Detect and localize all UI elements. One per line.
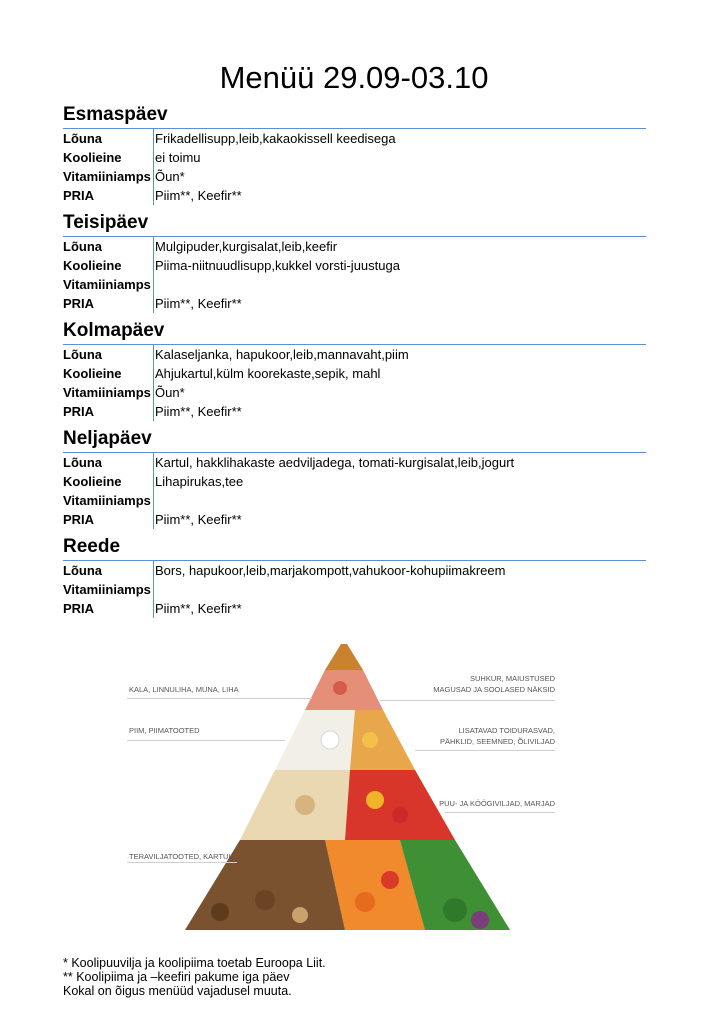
meal-value	[153, 491, 646, 510]
menu-row	[63, 491, 646, 510]
day-heading: Kolmapäev	[63, 320, 646, 345]
menu-row	[63, 580, 646, 599]
meal-value: Piim**, Keefir**	[153, 510, 646, 529]
day-heading: Esmaspäev	[63, 104, 646, 129]
meal-value	[153, 275, 646, 294]
footnote-menu-changes: Kokal on õigus menüüd vajadusel muuta.	[63, 984, 292, 998]
meal-value: Mulgipuder,kurgisalat,leib,keefir	[153, 237, 646, 256]
meal-value: Õun*	[153, 167, 646, 186]
meal-label: Vitamiiniamps	[63, 277, 151, 292]
meal-label: PRIA	[63, 601, 95, 616]
weekly-menu	[63, 104, 646, 625]
pyramid-layer-sweets	[325, 644, 363, 670]
meal-value	[153, 580, 646, 599]
meal-label: Koolieine	[63, 474, 122, 489]
meal-label: PRIA	[63, 512, 95, 527]
day-section	[63, 536, 646, 618]
meal-value: Õun*	[153, 383, 646, 402]
meal-label: Vitamiiniamps	[63, 582, 151, 597]
meal-label: PRIA	[63, 188, 95, 203]
meal-label: Koolieine	[63, 258, 122, 273]
meal-label: Vitamiiniamps	[63, 493, 151, 508]
day-section	[63, 104, 646, 205]
footnote-eu-support: * Koolipuuvilja ja koolipiima toetab Euroopa Liit.	[63, 956, 326, 970]
meal-value: Ahjukartul,külm koorekaste,sepik, mahl	[153, 364, 646, 383]
meal-value: Kalaseljanka, hapukoor,leib,mannavaht,piim	[153, 345, 646, 364]
meal-value: Lihapirukas,tee	[153, 472, 646, 491]
day-heading: Neljapäev	[63, 428, 646, 453]
meal-label: Lõuna	[63, 563, 102, 578]
day-section	[63, 212, 646, 313]
menu-row	[63, 453, 646, 472]
menu-row	[63, 472, 646, 491]
meal-value: ei toimu	[153, 148, 646, 167]
meal-label: Vitamiiniamps	[63, 169, 151, 184]
pyramid-label-meat: KALA, LINNULIHA, MUNA, LIHA	[129, 685, 239, 694]
pyramid-label-grains: TERAVILJATOOTED, KARTUL	[129, 852, 233, 861]
food-pyramid-image	[125, 640, 570, 940]
menu-row	[63, 167, 646, 186]
meal-label: Lõuna	[63, 131, 102, 146]
meal-label: PRIA	[63, 404, 95, 419]
menu-row	[63, 364, 646, 383]
meal-label: Vitamiiniamps	[63, 385, 151, 400]
meal-value: Frikadellisupp,leib,kakaokissell keedisega	[153, 129, 646, 148]
menu-row	[63, 237, 646, 256]
menu-row	[63, 561, 646, 580]
meal-value: Kartul, hakklihakaste aedviljadega, tomati-kurgisalat,leib,jogurt	[153, 453, 646, 472]
day-section	[63, 320, 646, 421]
pyramid-label-fats: LISATAVAD TOIDURASVAD, PÄHKLID, SEEMNED, ÕLIVILJAD	[439, 726, 555, 746]
menu-row	[63, 510, 646, 529]
menu-row	[63, 275, 646, 294]
day-section	[63, 428, 646, 529]
menu-row	[63, 294, 646, 313]
meal-label: Koolieine	[63, 366, 122, 381]
meal-value: Piim**, Keefir**	[153, 402, 646, 421]
meal-label: Lõuna	[63, 347, 102, 362]
menu-row	[63, 599, 646, 618]
meal-label: PRIA	[63, 296, 95, 311]
menu-row	[63, 402, 646, 421]
pyramid-label-dairy: PIIM, PIIMATOOTED	[129, 726, 200, 735]
menu-row	[63, 129, 646, 148]
day-heading: Reede	[63, 536, 646, 561]
pyramid-label-sweets: SUHKUR, MAIUSTUSED MAGUSAD JA SOOLASED NÄKSID	[433, 674, 555, 694]
footnote-daily-milk: ** Koolipiima ja –keefiri pakume iga päev	[63, 970, 290, 984]
pyramid-layer-fats	[350, 710, 415, 770]
menu-row	[63, 256, 646, 275]
menu-row	[63, 345, 646, 364]
menu-row	[63, 148, 646, 167]
menu-row	[63, 186, 646, 205]
meal-value: Piim**, Keefir**	[153, 599, 646, 618]
footnotes	[63, 956, 326, 998]
meal-label: Lõuna	[63, 455, 102, 470]
meal-label: Lõuna	[63, 239, 102, 254]
menu-row	[63, 383, 646, 402]
meal-value: Piim**, Keefir**	[153, 294, 646, 313]
pyramid-label-fruit-veg: PUU- JA KÖÖGIVILJAD, MARJAD	[439, 799, 555, 808]
meal-value: Piima-niitnuudlisupp,kukkel vorsti-juustuga	[153, 256, 646, 275]
meal-value: Bors, hapukoor,leib,marjakompott,vahukoor-kohupiimakreem	[153, 561, 646, 580]
meal-value: Piim**, Keefir**	[153, 186, 646, 205]
day-heading: Teisipäev	[63, 212, 646, 237]
page-title: Menüü 29.09-03.10	[219, 60, 489, 95]
meal-label: Koolieine	[63, 150, 122, 165]
